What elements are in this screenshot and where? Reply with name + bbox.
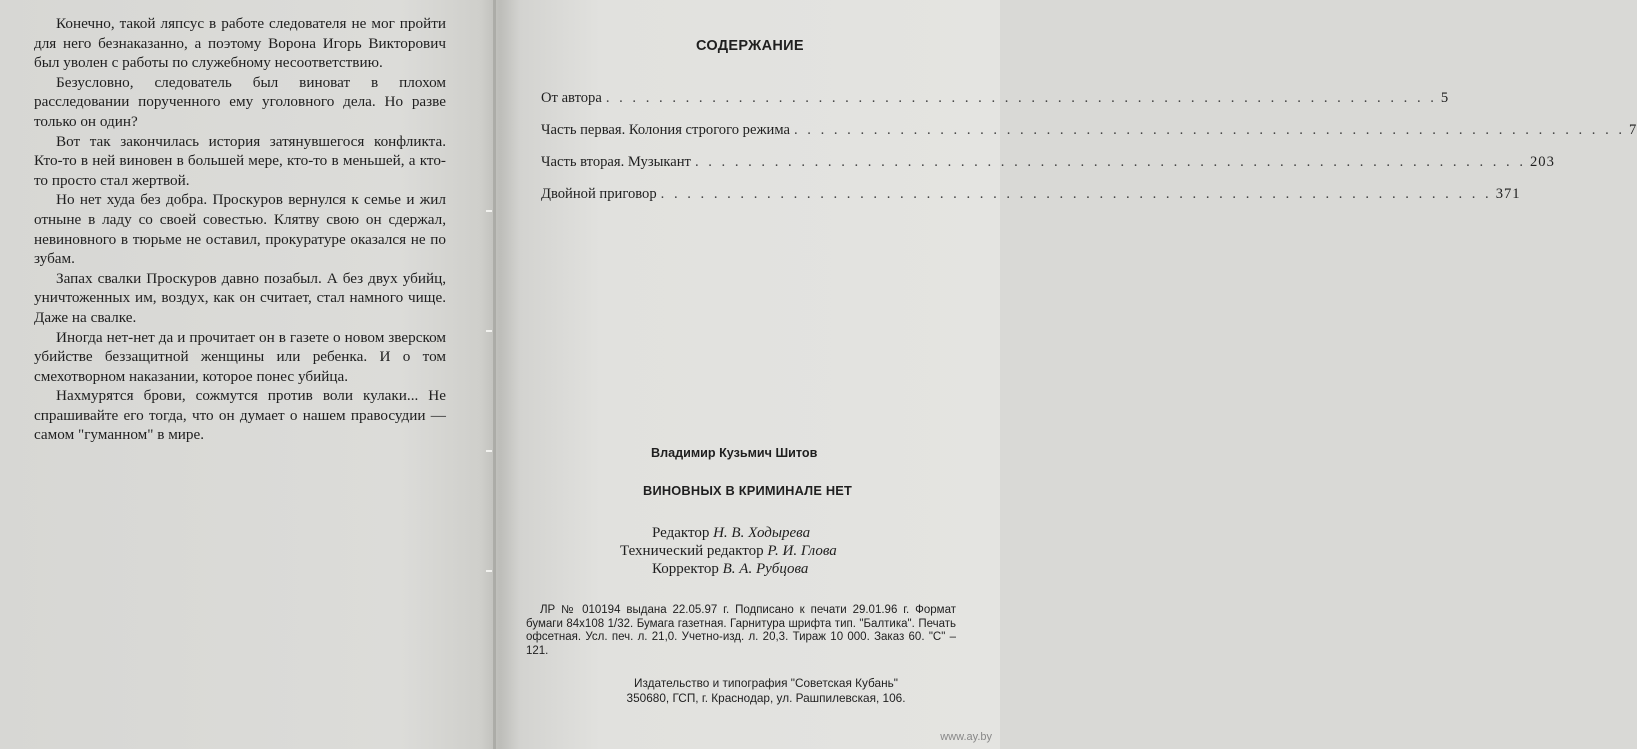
toc-leader-dots: . . . . . . . . . . . . . . . . . . . . . . . . . . . . . . . . . . . . . . . . . . . . . . . . . . . . . . . . . . . . . . . <box>793 122 1626 138</box>
toc-entry <box>541 122 1637 154</box>
toc-entry-page: 5 <box>1440 90 1450 106</box>
binding-stitch <box>486 570 492 572</box>
toc-leader-dots: . . . . . . . . . . . . . . . . . . . . . . . . . . . . . . . . . . . . . . . . . . . . . . . . . . . . . . . . . . . . . . . <box>605 90 1437 106</box>
paragraph: Нахмурятся брови, сожмутся против воли кулаки... Не спрашивайте его тогда, что он думает о нашем правосудии — самом "гуманном" в мире. <box>34 387 446 444</box>
publisher-info <box>576 676 956 706</box>
left-page-text <box>34 14 446 445</box>
imprint-details <box>526 604 956 658</box>
paragraph: Конечно, такой ляпсус в работе следователя не мог пройти для него безнаказанно, а поэтому Ворона Игорь Викторович был уволен с работы по служебному несоответствию. <box>34 15 446 72</box>
binding-stitch <box>486 210 492 212</box>
credit-name: В. А. Рубцова <box>722 561 809 577</box>
credit-name: Р. И. Глова <box>767 543 837 559</box>
toc-title: СОДЕРЖАНИЕ <box>696 38 804 54</box>
paragraph: Иногда нет-нет да и прочитает он в газете о новом зверском убийстве беззащитной женщины или ребенка. И о том смехотворном наказании, которое понес убийца. <box>34 328 446 385</box>
book-title: ВИНОВНЫХ В КРИМИНАЛЕ НЕТ <box>643 483 853 498</box>
credit-name: Н. В. Ходырева <box>713 525 811 541</box>
credit-role: Корректор <box>652 561 719 577</box>
credit-line <box>620 542 837 560</box>
toc-leader-dots: . . . . . . . . . . . . . . . . . . . . . . . . . . . . . . . . . . . . . . . . . . . . . . . . . . . . . . . . . . . . . . . <box>694 154 1526 170</box>
toc-entry-label: Двойной приговор <box>541 186 657 202</box>
toc-entry-page: 371 <box>1495 186 1521 202</box>
toc-entry-page: 7 <box>1629 122 1637 138</box>
paragraph: Но нет худа без добра. Проскуров вернулся к семье и жил отныне в ладу со своей совестью. Клятву свою он сдержал, невиновного в тюрьме не оставил, прокуратуре оказался не по зубам. <box>34 191 446 268</box>
toc-leader-dots: . . . . . . . . . . . . . . . . . . . . . . . . . . . . . . . . . . . . . . . . . . . . . . . . . . . . . . . . . . . . . . . <box>660 186 1492 202</box>
binding-stitch <box>486 330 492 332</box>
credit-line <box>620 560 837 578</box>
publisher-address: 350680, ГСП, г. Краснодар, ул. Рашпилевская, 106. <box>626 691 906 705</box>
credit-role: Редактор <box>652 525 710 541</box>
publisher-name: Издательство и типография "Советская Кубань" <box>634 676 898 690</box>
author-name: Владимир Кузьмич Шитов <box>651 446 818 460</box>
toc-entry <box>541 90 1450 122</box>
paragraph: Вот так закончилась история затянувшегося конфликта. Кто-то в ней виновен в большей мере, кто-то в меньшей, а кто-то просто стал жертвой. <box>34 132 446 189</box>
toc-entry-label: Часть вторая. Музыкант <box>541 154 691 170</box>
paragraph: Безусловно, следователь был виноват в плохом расследовании порученного ему уголовного дела. Но разве только он один? <box>34 73 446 130</box>
imprint-text: ЛР № 010194 выдана 22.05.97 г. Подписано к печати 29.01.96 г. Формат бумаги 84х108 1/32. Бумага газетная. Гарнитура шрифта тип. "Балтика". Печать офсетная. Усл. печ. л. 21,0. Учетно-изд. л. 20,3. Тираж 10 000. Заказ 60. "С" – 121. <box>526 604 956 657</box>
binding-stitch <box>486 450 492 452</box>
toc-entry <box>541 154 1555 186</box>
credits-block <box>620 524 837 578</box>
watermark: www.ay.by <box>940 731 992 743</box>
toc-entry <box>541 186 1521 218</box>
toc-entry-page: 203 <box>1530 154 1555 170</box>
book-spine <box>493 0 496 749</box>
toc-entry-label: От автора <box>541 90 602 106</box>
credit-role: Технический редактор <box>620 543 764 559</box>
toc-entry-label: Часть первая. Колония строгого режима <box>541 122 790 138</box>
credit-line <box>620 524 837 542</box>
paragraph: Запах свалки Проскуров давно позабыл. А без двух убийц, уничтоженных им, воздух, как он считает, стал намного чище. Даже на свалке. <box>34 269 446 326</box>
table-of-contents <box>541 90 1637 218</box>
